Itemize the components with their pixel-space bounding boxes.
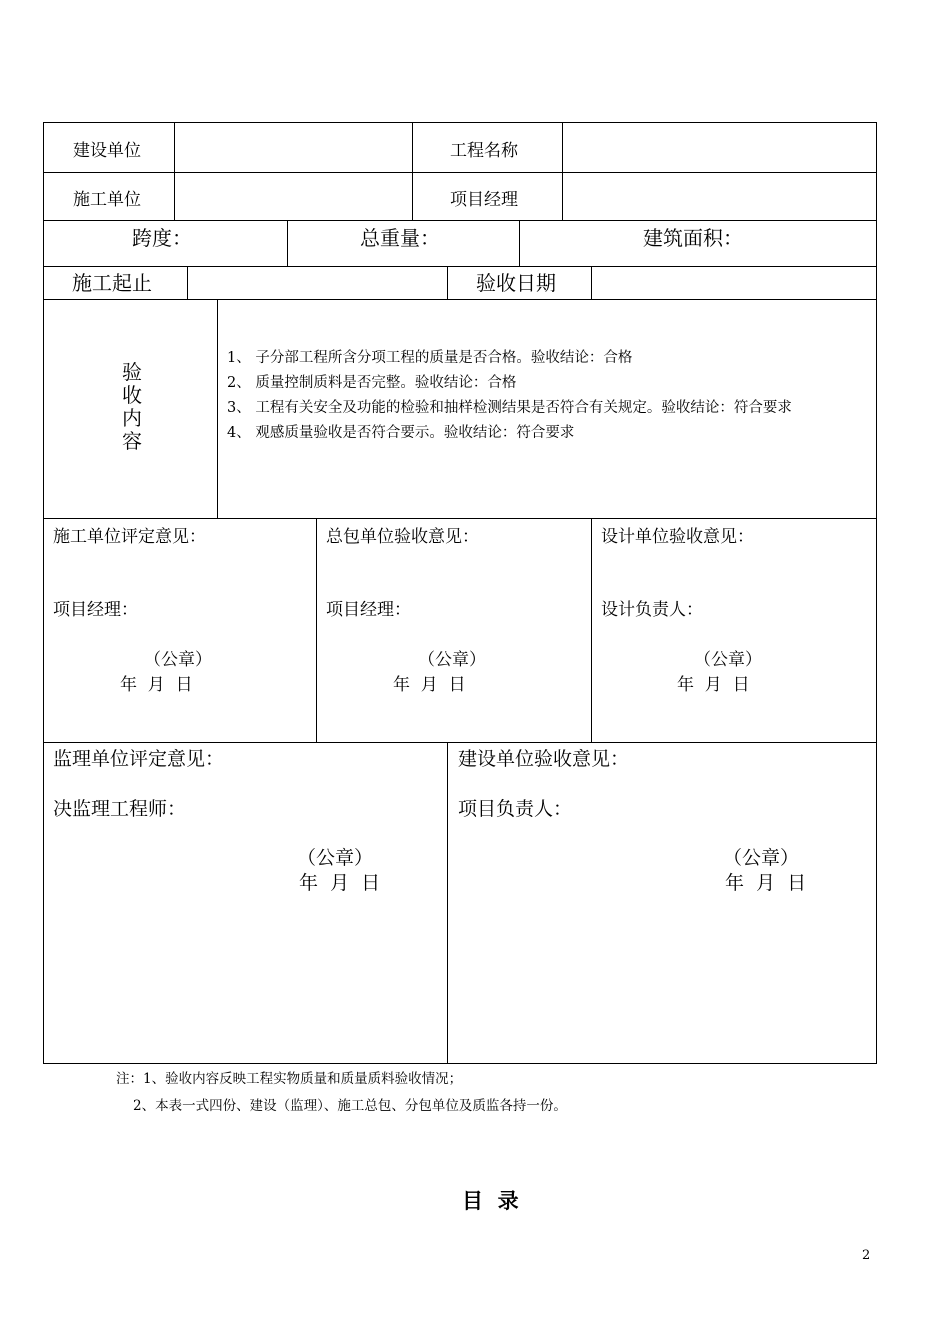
contractor-opinion-signer: 项目经理：: [53, 600, 138, 620]
building-area-label: 建筑面积：: [643, 226, 743, 250]
general-contractor-opinion-title: 总包单位验收意见：: [326, 527, 479, 547]
note-line-1: 注：1、验收内容反映工程实物质量和质量质料验收情况；: [116, 1071, 463, 1087]
col-divider: [412, 122, 413, 220]
col-divider: [447, 266, 448, 299]
contractor-opinion-title: 施工单位评定意见：: [53, 527, 206, 547]
design-opinion-date: 年 月 日: [677, 675, 750, 695]
acceptance-item: 2、 质量控制质料是否完整。验收结论：合格: [227, 375, 517, 391]
row-divider: [43, 220, 877, 221]
general-contractor-opinion-signer: 项目经理：: [326, 600, 411, 620]
supervision-opinion-title: 监理单位评定意见：: [53, 748, 225, 770]
design-opinion-seal: （公章）: [694, 650, 762, 670]
acceptance-item: 3、 工程有关安全及功能的检验和抽样检测结果是否符合有关规定。验收结论：符合要求: [227, 400, 792, 416]
note-line-2: 2、本表一式四份、建设（监理）、施工总包、分包单位及质监各持一份。: [133, 1098, 567, 1114]
row-divider: [43, 172, 877, 173]
project-name-label: 工程名称: [450, 141, 518, 161]
general-contractor-opinion-seal: （公章）: [418, 650, 486, 670]
col-divider: [562, 122, 563, 220]
project-manager-label: 项目经理: [450, 190, 518, 210]
col-divider: [174, 122, 175, 220]
supervision-opinion-signer: 决监理工程师：: [53, 798, 187, 820]
acceptance-date-label: 验收日期: [476, 271, 556, 295]
col-divider: [287, 220, 288, 266]
col-divider: [217, 299, 218, 518]
col-divider: [519, 220, 520, 266]
owner-opinion-seal: （公章）: [723, 847, 800, 869]
construction-period-label: 施工起止: [72, 271, 152, 295]
row-divider: [43, 518, 877, 519]
row-divider: [43, 266, 877, 267]
contractor-label: 施工单位: [73, 190, 141, 210]
owner-opinion-signer: 项目负责人：: [458, 798, 573, 820]
col-divider: [447, 742, 448, 1064]
supervision-opinion-seal: （公章）: [297, 847, 374, 869]
owner-opinion-date: 年 月 日: [725, 872, 807, 894]
page-number: 2: [862, 1248, 871, 1263]
total-weight-label: 总重量：: [360, 226, 440, 250]
row-divider: [43, 742, 877, 743]
acceptance-item: 4、 观感质量验收是否符合要示。验收结论：符合要求: [227, 425, 575, 441]
acceptance-content-label: 验收内容: [122, 360, 142, 453]
owner-label: 建设单位: [73, 141, 141, 161]
general-contractor-opinion-date: 年 月 日: [393, 675, 466, 695]
acceptance-item: 1、 子分部工程所含分项工程的质量是否合格。验收结论：合格: [227, 350, 633, 366]
col-divider: [187, 266, 188, 299]
acceptance-items-list: [227, 346, 792, 446]
contractor-opinion-date: 年 月 日: [120, 675, 193, 695]
supervision-opinion-date: 年 月 日: [299, 872, 381, 894]
span-label: 跨度：: [132, 226, 192, 250]
design-opinion-signer: 设计负责人：: [601, 600, 703, 620]
row-divider: [43, 299, 877, 300]
col-divider: [591, 266, 592, 299]
toc-title: 目 录: [462, 1188, 519, 1213]
col-divider: [591, 518, 592, 742]
owner-opinion-title: 建设单位验收意见：: [458, 748, 630, 770]
design-opinion-title: 设计单位验收意见：: [601, 527, 754, 547]
col-divider: [316, 518, 317, 742]
contractor-opinion-seal: （公章）: [144, 650, 212, 670]
acceptance-form-table: [43, 122, 877, 1064]
